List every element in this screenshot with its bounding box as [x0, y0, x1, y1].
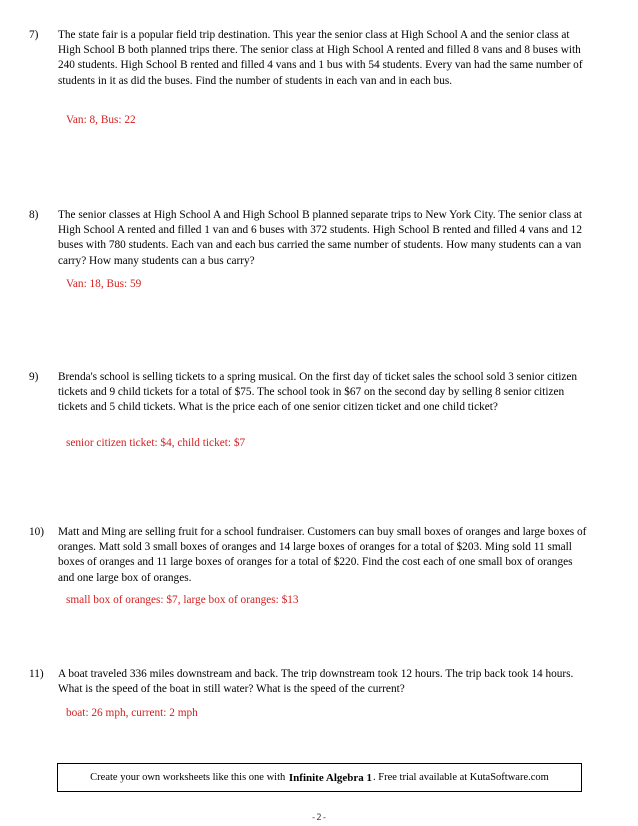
- answer-7: Van: 8, Bus: 22: [66, 114, 136, 126]
- problem-number: 10): [29, 526, 45, 538]
- problem-7: [29, 28, 589, 89]
- answer-10: small box of oranges: $7, large box of oranges: $13: [66, 594, 299, 606]
- problem-number: 11): [29, 668, 44, 680]
- footer-suffix: . Free trial available at KutaSoftware.com: [373, 772, 549, 783]
- problem-number: 9): [29, 371, 39, 383]
- footer-prefix: Create your own worksheets like this one with: [90, 772, 286, 783]
- answer-9: senior citizen ticket: $4, child ticket: $7: [66, 437, 246, 449]
- problem-text: A boat traveled 336 miles downstream and back. The trip downstream took 12 hours. The trip back took 14 hours. What is the speed of the boat in still water? What is the speed of the current?: [58, 668, 574, 696]
- problem-9: [29, 370, 589, 416]
- answer-11: boat: 26 mph, current: 2 mph: [66, 707, 198, 719]
- problem-text: Brenda's school is selling tickets to a spring musical. On the first day of ticket sales the school sold 3 senior citizen tickets and 9 child tickets for a total of $75. The school took in $67 on the second day by selling 8 senior citizen tickets and 5 child tickets. What is the price each of one senior citizen ticket and one child ticket?: [58, 371, 578, 414]
- page-number: -2-: [310, 813, 328, 823]
- problem-text: The senior classes at High School A and High School B planned separate trips to New York City. The senior class at High School A rented and filled 1 van and 6 buses with 372 students. High School B rented and filled 4 vans and 12 buses with 780 students. Each van and each bus carried the same number of students. How many students can a van carry? How many students can a bus carry?: [58, 209, 582, 267]
- problem-number: 8): [29, 209, 39, 221]
- problem-text: The state fair is a popular field trip destination. This year the senior class at High School A and the senior class at High School B both planned trips there. The senior class at High School A rented and filled 8 vans and 8 buses with 240 students. High School B rented and filled 4 vans and 1 bus with 54 students. Every van had the same number of students in it as did the buses. Find the number of students in each van and in each bus.: [58, 29, 583, 87]
- problem-10: [29, 525, 589, 586]
- problem-11: [29, 667, 589, 697]
- footer-product: Infinite Algebra 1: [288, 771, 373, 784]
- footer-banner: [57, 763, 582, 792]
- problem-text: Matt and Ming are selling fruit for a school fundraiser. Customers can buy small boxes of oranges and large boxes of oranges. Matt sold 3 small boxes of oranges and 14 large boxes of oranges for a total of $203. Ming sold 11 small boxes of oranges and 11 large boxes of oranges for a total of $220. Find the cost each of one small box of oranges and one large box of oranges.: [58, 526, 587, 584]
- answer-8: Van: 18, Bus: 59: [66, 278, 142, 290]
- problem-8: [29, 208, 589, 269]
- problem-number: 7): [29, 29, 39, 41]
